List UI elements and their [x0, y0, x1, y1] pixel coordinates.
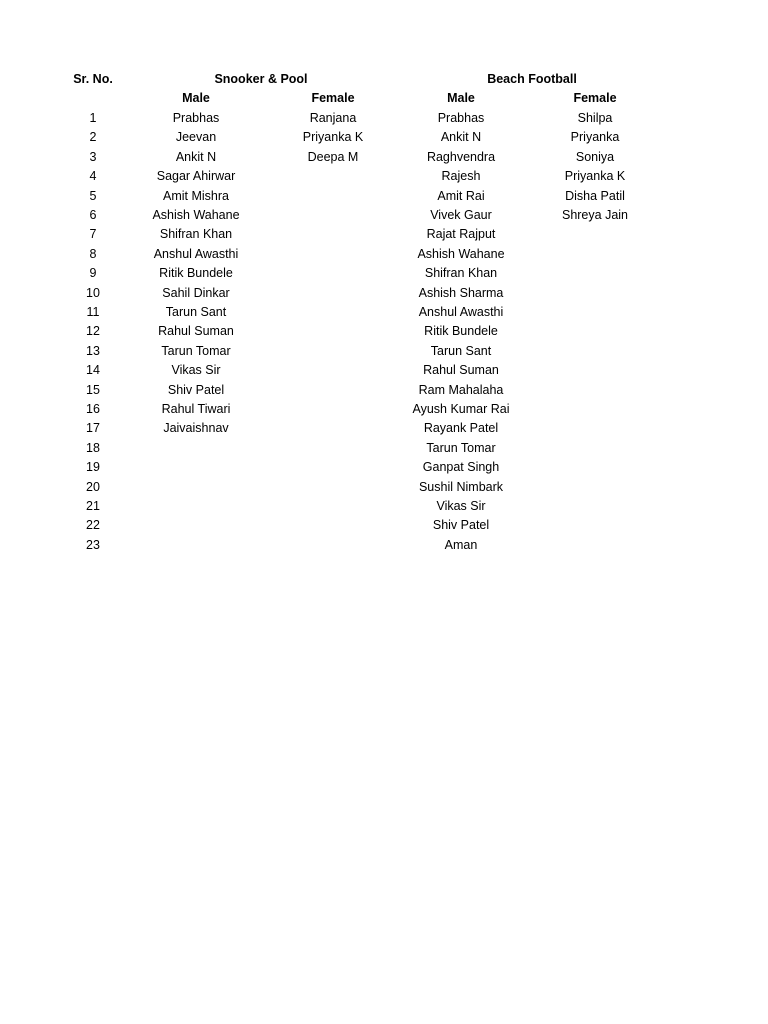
sr-no-cell: 7: [89, 227, 97, 241]
beach-male-cell: Rajesh: [441, 169, 481, 183]
beach-male-cell: Amit Rai: [437, 189, 485, 203]
header-snooker-male: Male: [182, 91, 210, 105]
snooker-female-cell: Priyanka K: [302, 130, 364, 144]
sr-no-cell: 10: [86, 286, 100, 300]
sr-no-cell: 23: [86, 538, 100, 552]
sr-no-cell: 8: [89, 247, 97, 261]
sr-no-cell: 9: [89, 266, 97, 280]
sr-no-cell: 3: [89, 150, 97, 164]
snooker-male-cell: Tarun Sant: [165, 305, 227, 319]
beach-male-cell: Sushil Nimbark: [418, 480, 504, 494]
header-beach-male: Male: [447, 91, 475, 105]
beach-male-cell: Rajat Rajput: [426, 227, 496, 241]
snooker-male-cell: Rahul Suman: [158, 324, 234, 338]
beach-male-cell: Ganpat Singh: [422, 460, 500, 474]
sr-no-cell: 22: [86, 518, 100, 532]
snooker-male-cell: Rahul Tiwari: [161, 402, 231, 416]
beach-male-cell: Prabhas: [437, 111, 485, 125]
beach-male-cell: Tarun Tomar: [426, 441, 496, 455]
snooker-male-cell: Shifran Khan: [159, 227, 233, 241]
header-beach-female: Female: [573, 91, 617, 105]
sr-no-cell: 2: [89, 130, 97, 144]
sr-no-cell: 12: [86, 324, 100, 338]
snooker-male-cell: Ritik Bundele: [159, 266, 233, 280]
snooker-male-cell: Anshul Awasthi: [153, 247, 239, 261]
beach-male-cell: Vikas Sir: [436, 499, 486, 513]
sr-no-cell: 13: [86, 344, 100, 358]
sr-no-cell: 18: [86, 441, 100, 455]
sr-no-cell: 19: [86, 460, 100, 474]
snooker-female-cell: Deepa M: [307, 150, 359, 164]
beach-male-cell: Shiv Patel: [432, 518, 490, 532]
snooker-male-cell: Jeevan: [175, 130, 217, 144]
snooker-male-cell: Ankit N: [175, 150, 217, 164]
header-snooker-female: Female: [311, 91, 355, 105]
beach-male-cell: Anshul Awasthi: [418, 305, 504, 319]
sr-no-cell: 11: [86, 305, 100, 319]
beach-female-cell: Priyanka K: [564, 169, 626, 183]
sr-no-cell: 16: [86, 402, 100, 416]
beach-male-cell: Rahul Suman: [423, 363, 499, 377]
beach-female-cell: Shilpa: [577, 111, 613, 125]
beach-female-cell: Priyanka: [570, 130, 620, 144]
beach-male-cell: Tarun Sant: [430, 344, 492, 358]
sr-no-cell: 6: [89, 208, 97, 222]
snooker-male-cell: Tarun Tomar: [161, 344, 231, 358]
beach-male-cell: Ankit N: [440, 130, 482, 144]
header-beach-football: Beach Football: [487, 72, 577, 86]
snooker-male-cell: Prabhas: [172, 111, 220, 125]
snooker-male-cell: Vikas Sir: [171, 363, 221, 377]
snooker-female-cell: Ranjana: [309, 111, 357, 125]
snooker-male-cell: Amit Mishra: [163, 189, 229, 203]
snooker-male-cell: Sagar Ahirwar: [156, 169, 236, 183]
beach-male-cell: Ashish Wahane: [417, 247, 505, 261]
sr-no-cell: 20: [86, 480, 100, 494]
sr-no-cell: 4: [89, 169, 97, 183]
snooker-male-cell: Ashish Wahane: [152, 208, 240, 222]
snooker-male-cell: Shiv Patel: [167, 383, 225, 397]
beach-male-cell: Ayush Kumar Rai: [412, 402, 510, 416]
header-snooker-pool: Snooker & Pool: [214, 72, 308, 86]
beach-male-cell: Rayank Patel: [423, 421, 499, 435]
beach-male-cell: Ram Mahalaha: [418, 383, 504, 397]
beach-male-cell: Shifran Khan: [424, 266, 498, 280]
beach-male-cell: Vivek Gaur: [430, 208, 492, 222]
snooker-male-cell: Sahil Dinkar: [162, 286, 230, 300]
beach-male-cell: Ashish Sharma: [418, 286, 504, 300]
sr-no-cell: 1: [89, 111, 97, 125]
beach-male-cell: Raghvendra: [426, 150, 496, 164]
sr-no-cell: 14: [86, 363, 100, 377]
beach-female-cell: Soniya: [575, 150, 615, 164]
beach-female-cell: Disha Patil: [565, 189, 625, 203]
beach-male-cell: Aman: [444, 538, 478, 552]
sr-no-cell: 15: [86, 383, 100, 397]
beach-female-cell: Shreya Jain: [561, 208, 628, 222]
snooker-male-cell: Jaivaishnav: [163, 421, 229, 435]
sr-no-cell: 17: [86, 421, 100, 435]
sr-no-cell: 21: [86, 499, 100, 513]
sr-no-cell: 5: [89, 189, 97, 203]
header-sr-no: Sr. No.: [73, 72, 113, 86]
beach-male-cell: Ritik Bundele: [424, 324, 498, 338]
